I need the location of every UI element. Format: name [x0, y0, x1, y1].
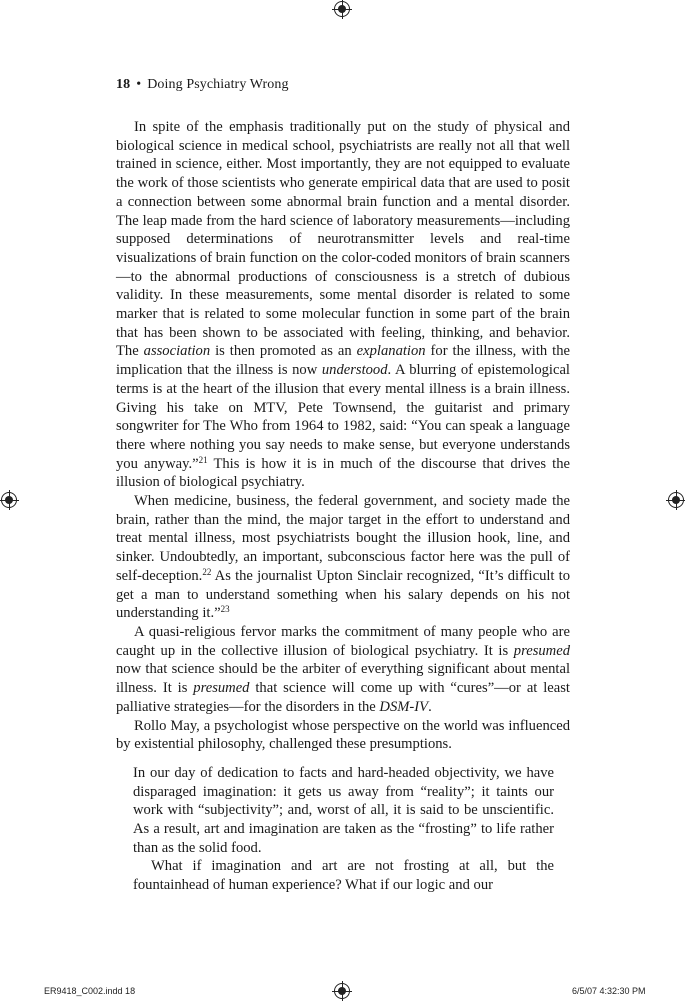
- page-body: [116, 118, 570, 895]
- paragraph-2-text: When medicine, business, the federal government, and society made the brain, rather than the mind, the major target in the effort to understand and treat mental illness, most psychiatrists bought the illusion hook, line, and sinker. Undoubtedly, an important, subconscious factor here was the pull of self-deception.: [116, 493, 570, 584]
- paragraph-3: [116, 623, 570, 717]
- paragraph-1-text: In spite of the emphasis traditionally put on the study of physical and biological science in medical school, psychiatrists are really not all that well trained in science, either. Most importantly, they are not equipped to evaluate the work of those scientists who generate empirical data that are used to posit a connection between some abnormal brain function and a mental disorder. The leap made from the hard science of laboratory measurements—including supposed determinations of neurotransmitter levels and real-time visualizations of brain function on the color-coded monitors of brain scanners—to the abnormal productions of consciousness is a stretch of dubious validity. In these measurements, some mental disorder is related to some marker that is related to some molecular function in some part of the brain that has been shown to be associated with feeling, thinking, and behavior. The: [116, 119, 570, 360]
- footnote-ref-21[interactable]: 21: [198, 454, 208, 465]
- running-head-bullet: •: [136, 77, 142, 92]
- paragraph-1-text-2: is then promoted as an: [210, 343, 357, 360]
- registration-mark-left-icon: [1, 492, 17, 508]
- italic-presumed-2: presumed: [193, 680, 250, 697]
- block-quote-paragraph-1: In our day of dedication to facts and hard-headed objectivity, we have disparaged imagination: it gets us away from “reality”; it taints our work with “subjectivity”; and, worst of all, it is said to be unscientific. As a result, art and imagination are taken as the “frosting” to life rather than as the solid food.: [133, 764, 554, 856]
- registration-mark-right-icon: [668, 492, 684, 508]
- block-quote-paragraph-2: What if imagination and art are not frosting at all, but the fountainhead of human experience? What if our logic and our: [133, 858, 554, 894]
- italic-understood: understood: [321, 362, 388, 379]
- slug-timestamp: 6/5/07 4:32:30 PM: [572, 986, 646, 996]
- paragraph-2: [116, 492, 570, 623]
- running-head: [116, 77, 289, 93]
- slug-file-name: ER9418_C002.indd 18: [44, 986, 136, 996]
- italic-presumed-1: presumed: [513, 642, 570, 659]
- registration-mark-bottom-icon: [334, 983, 350, 999]
- footnote-ref-23[interactable]: 23: [220, 604, 230, 615]
- paragraph-4: Rollo May, a psychologist whose perspective on the world was influenced by existential philosophy, challenged these presumptions.: [116, 717, 570, 753]
- paragraph-1-text-5: This is how it is in much of the discourse that drives the illusion of biological psychiatry.: [116, 455, 570, 491]
- footnote-ref-22[interactable]: 22: [202, 566, 212, 577]
- paragraph-3-text-3: that science will come up with “cures”—or at least palliative strategies—for the disorders in the: [116, 680, 570, 715]
- paragraph-3-text-2: now that science should be the arbiter of everything significant about mental illness. It is: [116, 661, 570, 697]
- registration-mark-top-icon: [334, 1, 350, 17]
- paragraph-1-text-3: for the illness, with the implication that the illness is now: [116, 343, 570, 379]
- paragraph-2-text-2: As the journalist Upton Sinclair recognized, “It’s difficult to get a man to understand something when his salary depends on his not understanding it.”: [116, 567, 570, 622]
- block-quote: [133, 764, 554, 895]
- italic-dsm-iv: DSM-IV: [379, 698, 429, 715]
- italic-association: association: [143, 343, 211, 360]
- page-number: 18: [116, 77, 131, 92]
- paragraph-1-text-4: . A blurring of epistemological terms is at the heart of the illusion that every mental illness is a brain illness. Giving his take on MTV, Pete Townsend, the guitarist and primary songwriter for The Who from 1964 to 1982, said: “You can speak a language there where nothing you say needs to make sense, but everyone understands you anyway.”: [116, 362, 570, 472]
- paragraph-1: [116, 118, 570, 492]
- running-head-title: Doing Psychiatry Wrong: [147, 77, 289, 92]
- italic-explanation: explanation: [356, 343, 426, 360]
- paragraph-3-text: A quasi-religious fervor marks the commitment of many people who are caught up in the collective illusion of biological psychiatry. It is: [116, 623, 570, 659]
- paragraph-3-text-4: .: [428, 698, 432, 715]
